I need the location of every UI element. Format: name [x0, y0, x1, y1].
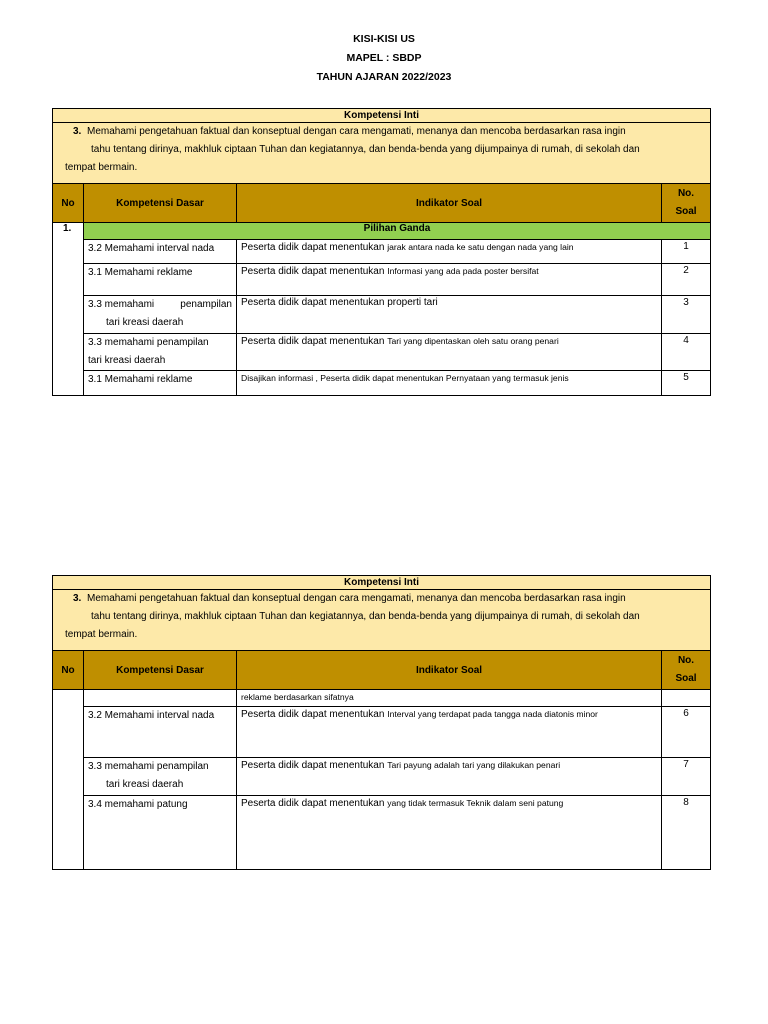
indikator-lead: Peserta didik dapat menentukan — [241, 709, 385, 720]
kd-text-a: 3.3 memahami penampilan — [88, 337, 209, 348]
kd-text-a: 3.3 memahami — [88, 299, 155, 310]
ki-title-row — [53, 576, 711, 590]
ki-body-row — [53, 590, 711, 651]
col-nosoal-2: Soal — [675, 673, 697, 684]
ki-number: 3. — [73, 593, 82, 604]
col-indikator: Indikator Soal — [237, 184, 662, 223]
indikator-cell — [237, 371, 662, 396]
table-row — [53, 334, 711, 371]
doc-title: KISI-KISI US — [353, 33, 415, 45]
col-nosoal-1: No. — [677, 655, 695, 666]
indikator-rest: Informasi yang ada pada poster bersifat — [387, 266, 539, 276]
indikator-cell — [237, 690, 662, 707]
ki-number: 3. — [73, 126, 82, 137]
nosoal-cell: 3 — [662, 296, 711, 334]
table-row — [53, 796, 711, 870]
nosoal-cell: 5 — [662, 371, 711, 396]
indikator-rest: yang tidak termasuk Teknik dalam seni patung — [387, 798, 564, 808]
section-label: Pilihan Ganda — [84, 223, 711, 240]
indikator-lead: Peserta didik dapat menentukan — [241, 336, 385, 347]
ki-line-1: Memahami pengetahuan faktual dan konseptual dengan cara mengamati, menanya dan mencoba berdasarkan rasa ingin — [87, 126, 626, 137]
kisi-table-2 — [52, 575, 711, 870]
ki-body — [53, 590, 711, 651]
indikator-cell — [237, 296, 662, 334]
ki-body — [53, 123, 711, 184]
indikator-rest: jarak antara nada ke satu dengan nada yang lain — [387, 242, 574, 252]
indikator-lead: Peserta didik dapat menentukan properti tari — [241, 297, 438, 308]
indikator-rest: Interval yang terdapat pada tangga nada diatonis minor — [387, 709, 598, 719]
nosoal-cell: 2 — [662, 264, 711, 296]
ki-title-row — [53, 109, 711, 123]
kd-cell: 3.1 Memahami reklame — [84, 264, 237, 296]
table-row — [53, 707, 711, 758]
kd-text-c: tari kreasi daerah — [106, 779, 184, 790]
table-row — [53, 690, 711, 707]
ki-line-2: tahu tentang dirinya, makhluk ciptaan Tuhan dan kegiatannya, dan benda-benda yang dijumpainya di rumah, di sekolah dan — [91, 611, 640, 622]
row-number: 1. — [53, 223, 84, 396]
indikator-cell — [237, 707, 662, 758]
doc-subject: MAPEL : SBDP — [346, 52, 422, 64]
table-row — [53, 758, 711, 796]
ki-line-3: tempat bermain. — [65, 629, 138, 640]
ki-line-3: tempat bermain. — [65, 162, 138, 173]
indikator-rest: Tari payung adalah tari yang dilakukan penari — [387, 760, 561, 770]
indikator-lead: Peserta didik dapat menentukan — [241, 760, 385, 771]
indikator-rest: Tari yang dipentaskan oleh satu orang penari — [387, 336, 559, 346]
table-row — [53, 240, 711, 264]
indikator-rest: reklame berdasarkan sifatnya — [241, 692, 354, 702]
col-kd: Kompetensi Dasar — [84, 184, 237, 223]
col-nosoal — [662, 184, 711, 223]
document-header — [0, 30, 768, 87]
ki-line-2: tahu tentang dirinya, makhluk ciptaan Tuhan dan kegiatannya, dan benda-benda yang dijumpainya di rumah, di sekolah dan — [91, 144, 640, 155]
indikator-lead: Peserta didik dapat menentukan — [241, 266, 385, 277]
kisi-table-1 — [52, 108, 711, 396]
indikator-lead: Peserta didik dapat menentukan — [241, 242, 385, 253]
table-row — [53, 296, 711, 334]
kd-cell — [84, 758, 237, 796]
section-row — [53, 223, 711, 240]
nosoal-cell: 7 — [662, 758, 711, 796]
indikator-rest: Disajikan informasi , Peserta didik dapat menentukan Pernyataan yang termasuk jenis — [241, 373, 569, 383]
kd-cell — [84, 334, 237, 371]
col-nosoal-1: No. — [677, 188, 695, 199]
kd-cell: 3.4 memahami patung — [84, 796, 237, 870]
column-header-row — [53, 184, 711, 223]
kd-text-c: tari kreasi daerah — [106, 317, 184, 328]
kd-cell: 3.2 Memahami interval nada — [84, 240, 237, 264]
row-number-empty — [53, 690, 84, 870]
nosoal-cell: 4 — [662, 334, 711, 371]
ki-title: Kompetensi Inti — [53, 109, 711, 123]
table-row — [53, 264, 711, 296]
col-no: No — [53, 651, 84, 690]
table-row — [53, 371, 711, 396]
col-no: No — [53, 184, 84, 223]
kd-text-b: penampilan — [180, 299, 232, 310]
col-kd: Kompetensi Dasar — [84, 651, 237, 690]
col-nosoal — [662, 651, 711, 690]
kd-cell-empty — [84, 690, 237, 707]
col-indikator: Indikator Soal — [237, 651, 662, 690]
kd-cell: 3.2 Memahami interval nada — [84, 707, 237, 758]
indikator-cell — [237, 796, 662, 870]
indikator-cell — [237, 264, 662, 296]
nosoal-cell-empty — [662, 690, 711, 707]
indikator-cell — [237, 240, 662, 264]
indikator-cell — [237, 758, 662, 796]
kd-cell: 3.1 Memahami reklame — [84, 371, 237, 396]
ki-body-row — [53, 123, 711, 184]
kd-text-c: tari kreasi daerah — [88, 355, 166, 366]
col-nosoal-2: Soal — [675, 206, 697, 217]
ki-line-1: Memahami pengetahuan faktual dan konseptual dengan cara mengamati, menanya dan mencoba berdasarkan rasa ingin — [87, 593, 626, 604]
column-header-row — [53, 651, 711, 690]
ki-title: Kompetensi Inti — [53, 576, 711, 590]
kd-text-a: 3.3 memahami penampilan — [88, 761, 209, 772]
nosoal-cell: 6 — [662, 707, 711, 758]
doc-year: TAHUN AJARAN 2022/2023 — [316, 71, 452, 83]
indikator-cell — [237, 334, 662, 371]
kd-cell — [84, 296, 237, 334]
indikator-lead: Peserta didik dapat menentukan — [241, 798, 385, 809]
nosoal-cell: 1 — [662, 240, 711, 264]
nosoal-cell: 8 — [662, 796, 711, 870]
